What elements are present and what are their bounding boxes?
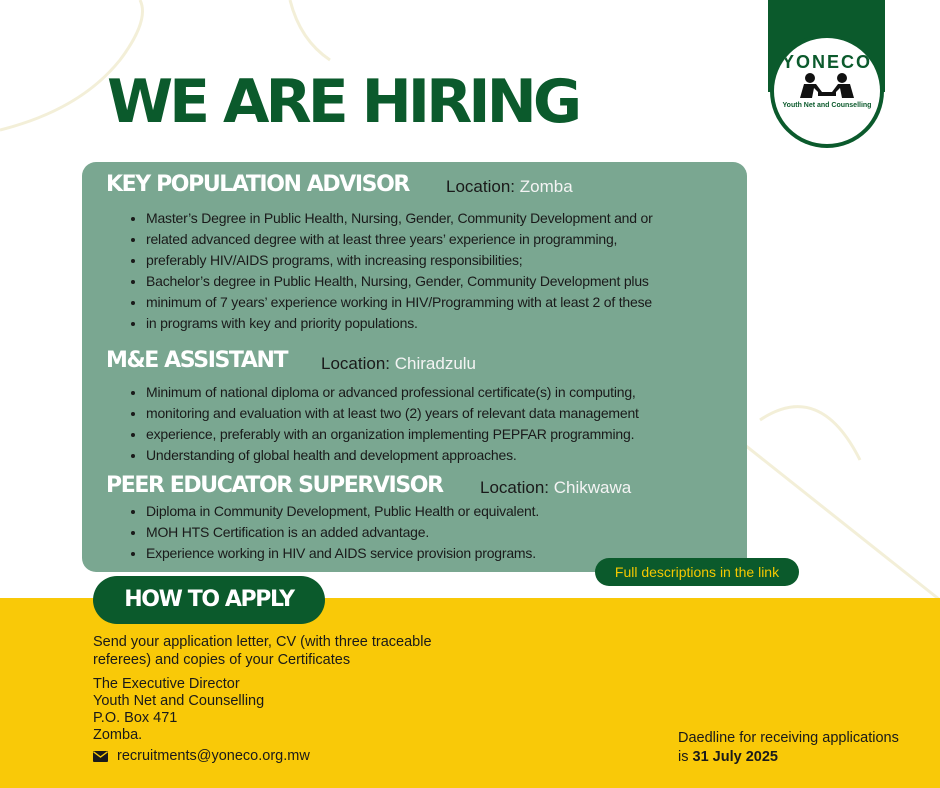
list-item: • Bachelor’s degree in Public Health, Nursing, Gender, Community Development plus — [146, 271, 653, 292]
address-line: The Executive Director — [93, 676, 240, 692]
location-label: Location: — [446, 177, 515, 196]
location-value: Chikwawa — [553, 478, 632, 497]
address-line: P.O. Box 471 — [93, 710, 178, 726]
envelope-icon — [93, 751, 108, 762]
full-descriptions-link[interactable]: Full descriptions in the link — [595, 558, 799, 586]
list-item: • preferably HIV/AIDS programs, with increasing responsibilities; — [146, 250, 653, 271]
page-title: WE ARE HIRING — [107, 67, 579, 137]
deadline-prefix: is — [678, 749, 689, 765]
logo-subtitle: Youth Net and Counselling — [782, 102, 872, 109]
job-title-me-assistant: M&E ASSISTANT — [106, 348, 288, 373]
job-title-peer-educator-supervisor: PEER EDUCATOR SUPERVISOR — [106, 473, 443, 498]
list-item: • minimum of 7 years’ experience working in HIV/Programming with at least 2 of these — [146, 292, 653, 313]
location-label: Location: — [480, 478, 549, 497]
yoneco-logo — [774, 38, 880, 144]
list-item: • in programs with key and priority populations. — [146, 313, 653, 334]
list-item: • Understanding of global health and development approaches. — [146, 445, 639, 466]
requirements-list — [128, 208, 653, 334]
list-item: • experience, preferably with an organization implementing PEPFAR programming. — [146, 424, 639, 445]
postal-address — [93, 676, 264, 744]
list-item: • related advanced degree with at least three years’ experience in programming, — [146, 229, 653, 250]
address-line: Zomba. — [93, 727, 143, 743]
list-item: • Diploma in Community Development, Public Health or equivalent. — [146, 501, 539, 522]
location-value: Zomba — [519, 177, 573, 196]
logo-word: YONECO — [781, 52, 872, 72]
list-item: • Experience working in HIV and AIDS service provision programs. — [146, 543, 539, 564]
email-address[interactable]: recruitments@yoneco.org.mw — [117, 748, 310, 764]
deadline-line: Daedline for receiving applications — [678, 730, 899, 746]
job-title-key-population-advisor: KEY POPULATION ADVISOR — [106, 172, 409, 197]
list-item: • MOH HTS Certification is an added advantage. — [146, 522, 539, 543]
address-line: Youth Net and Counselling — [93, 693, 265, 709]
apply-instructions: Send your application letter, CV (with three traceable referees) and copies of your Certificates — [93, 634, 432, 668]
job-location-chikwawa — [480, 478, 631, 498]
location-value: Chiradzulu — [394, 354, 476, 373]
requirements-list — [128, 382, 639, 466]
how-to-apply-heading: HOW TO APPLY — [93, 576, 325, 624]
job-location-chiradzulu — [321, 354, 476, 374]
requirements-list — [128, 501, 539, 564]
list-item: • Master’s Degree in Public Health, Nursing, Gender, Community Development and or — [146, 208, 653, 229]
deadline-date: 31 July 2025 — [692, 749, 778, 765]
job-location-zomba — [446, 177, 573, 197]
list-item: • monitoring and evaluation with at least two (2) years of relevant data management — [146, 403, 639, 424]
people-icon — [796, 72, 858, 100]
location-label: Location: — [321, 354, 390, 373]
list-item: • Minimum of national diploma or advanced professional certificate(s) in computing, — [146, 382, 639, 403]
email-contact[interactable] — [93, 748, 310, 764]
deadline-notice — [678, 729, 899, 767]
